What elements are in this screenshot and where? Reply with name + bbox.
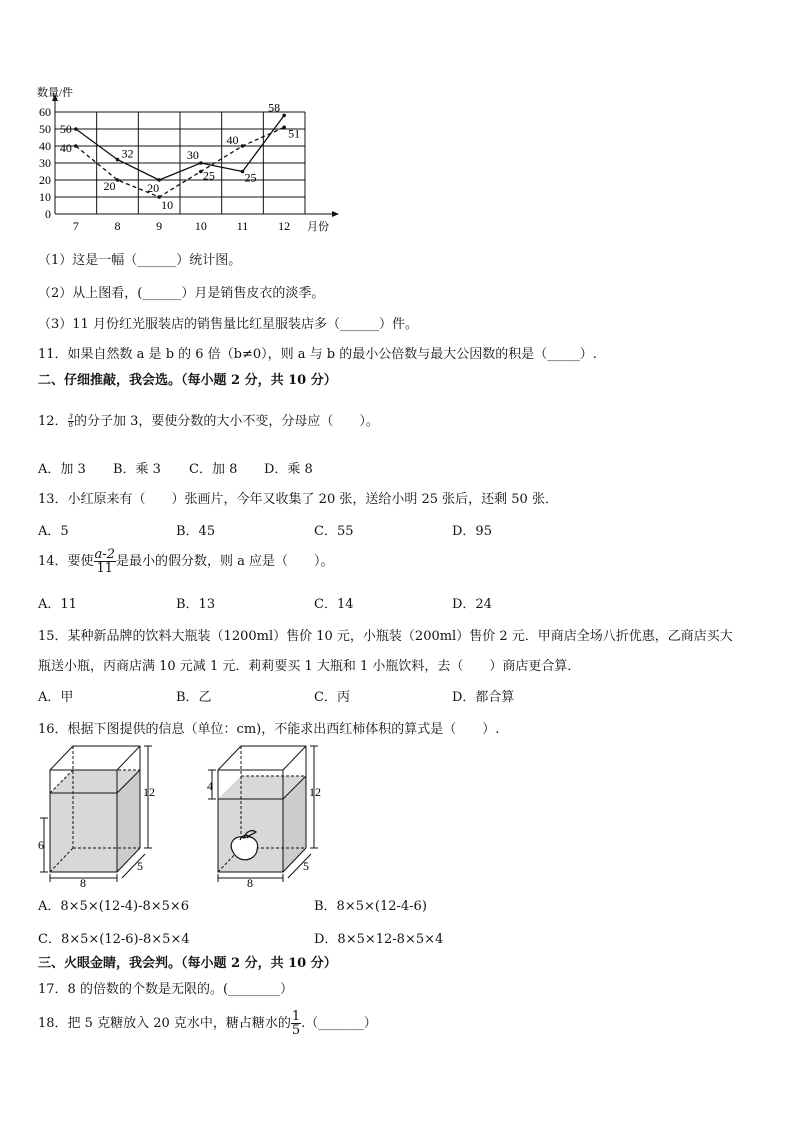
chart-point-solid (74, 127, 78, 131)
chart-data-label-dashed: 51 (288, 126, 301, 141)
q15-line1: 15．某种新品牌的饮料大瓶装（1200ml）售价 10 元，小瓶装（200ml）售价 2 元．甲商店全场八折优惠，乙商店买大 (38, 629, 733, 644)
chart-labels (37, 85, 329, 233)
section-2-heading: 二、仔细推敲，我会选。（每小题 2 分，共 10 分） (38, 373, 337, 388)
figure-2-height-label: 12 (309, 785, 321, 799)
section-3-heading: 三、火眼金睛，我会判。（每小题 2 分，共 10 分） (38, 956, 337, 971)
q18-frac-num: 1 (291, 1009, 301, 1024)
q13-text: 13．小红原来有（ ）张画片，今年又收集了 20 张，送给小明 25 张后，还剩 50 张． (38, 492, 558, 507)
q16-figures (0, 738, 794, 890)
q12-option-b[interactable]: B．乘 3 (113, 462, 161, 477)
chart-y-tick-label: 20 (39, 173, 51, 187)
chart-point-dashed (116, 178, 120, 182)
q18-frac-den: 5 (291, 1023, 301, 1038)
q12-option-c[interactable]: C．加 8 (189, 462, 238, 477)
q15-option-b[interactable]: B．乙 (176, 690, 212, 705)
q14-pre: 14．要使 (38, 554, 94, 569)
q12-frac-den: 8 (68, 421, 74, 429)
chart-y-tick-label: 30 (39, 156, 51, 170)
chart-x-axis-arrow (332, 211, 339, 217)
chart-data-label-solid: 32 (121, 146, 134, 161)
q18-fraction (291, 1010, 301, 1037)
q18-post: .（_______） (301, 1016, 377, 1031)
q15-line2: 瓶送小瓶，丙商店满 10 元减 1 元．莉莉要买 1 大瓶和 1 小瓶饮料，去（ ）商店更合算． (38, 659, 581, 674)
chart-data-label-solid: 25 (244, 170, 257, 185)
q17-text: 17．8 的倍数的个数是无限的。(________） (38, 982, 294, 997)
chart-data-label-dashed: 20 (103, 179, 116, 193)
chart-data-label-solid: 50 (59, 122, 72, 136)
chart-x-tick-label: 10 (194, 219, 207, 233)
chart-y-axis-label: 数量/件 (37, 87, 74, 99)
chart-y-tick-label: 0 (45, 207, 51, 221)
q10-sub2: （2）从上图看，(______）月是销售皮衣的淡季。 (38, 286, 325, 301)
q12-option-a[interactable]: A．加 3 (38, 462, 86, 477)
chart-x-tick-label: 8 (114, 219, 121, 233)
chart-point-solid (199, 161, 203, 165)
q14-option-c[interactable]: C．14 (314, 597, 354, 612)
q10-sub1: （1）这是一幅（______）统计图。 (38, 253, 242, 268)
q18-stem (38, 1010, 377, 1037)
q12-frac-num: 3 (68, 413, 74, 421)
q14-option-d[interactable]: D．24 (452, 597, 492, 612)
q14-stem (38, 548, 333, 575)
figure-1-height-label: 12 (143, 785, 155, 799)
chart-y-tick-label: 50 (39, 122, 51, 136)
chart-data-label-solid: 30 (186, 148, 199, 162)
figure-1-box (40, 746, 152, 882)
chart-point-dashed (241, 144, 245, 148)
q14-option-b[interactable]: B．13 (176, 597, 216, 612)
chart-point-solid (282, 114, 286, 118)
q14-frac-den: 11 (96, 561, 114, 576)
q13-option-c[interactable]: C．55 (314, 524, 354, 539)
chart-point-solid (116, 158, 120, 162)
q14-fraction (94, 548, 116, 575)
figure-2-depth-label: 5 (303, 859, 309, 873)
chart-x-tick-label: 9 (156, 219, 163, 233)
figure-1-water-front (50, 793, 117, 872)
q13-option-a[interactable]: A．5 (38, 524, 69, 539)
chart-y-tick-label: 40 (39, 139, 51, 153)
chart-data-label-dashed: 40 (226, 133, 239, 147)
chart-x-tick-label: 12 (278, 219, 291, 233)
q12-text: 的分子加 3，要使分数的大小不变，分母应（ ）。 (74, 414, 379, 429)
chart-data-label-solid: 58 (268, 100, 281, 115)
figure-1-depth-label: 5 (137, 859, 143, 873)
q12-stem (38, 410, 379, 429)
chart-data-label-dashed: 40 (59, 141, 72, 155)
chart-y-tick-label: 60 (39, 105, 51, 119)
q12-option-d[interactable]: D．乘 8 (264, 462, 313, 477)
chart-point-dashed (74, 144, 78, 148)
q12-number: 12． (38, 414, 68, 429)
q16-option-b[interactable]: B．8×5×(12-4-6) (314, 899, 427, 914)
chart-data-label-dashed: 10 (161, 198, 174, 212)
q15-option-a[interactable]: A．甲 (38, 690, 74, 705)
q16-option-c[interactable]: C．8×5×(12-6)-8×5×4 (38, 932, 190, 947)
q13-option-d[interactable]: D．95 (452, 524, 492, 539)
chart-data-label-solid: 20 (147, 181, 160, 195)
figure-1-width-label: 8 (80, 876, 86, 890)
q14-post: 是最小的假分数，则 a 应是（ ）。 (115, 554, 334, 569)
q16-text: 16．根据下图提供的信息（单位：cm)，不能求出西红柿体积的算式是（ ）. (38, 722, 500, 737)
q16-option-d[interactable]: D．8×5×12-8×5×4 (314, 932, 444, 947)
chart-grid (55, 112, 305, 214)
q10-sub3: （3）11 月份红光服装店的销售量比红星服装店多（______）件。 (38, 317, 418, 332)
q14-option-a[interactable]: A．11 (38, 597, 77, 612)
figure-2-top-label: 4 (207, 779, 213, 793)
q14-frac-num: a-2 (94, 547, 115, 562)
q11-text: 11．如果自然数 a 是 b 的 6 倍（b≠0），则 a 与 b 的最小公倍数与最大公因数的积是（_____）. (38, 347, 597, 362)
figure-2-width-label: 8 (247, 876, 253, 890)
q15-option-d[interactable]: D．都合算 (452, 690, 515, 705)
chart-x-tick-label: 11 (236, 219, 249, 233)
figure-2-box (208, 746, 318, 882)
q15-option-c[interactable]: C．丙 (314, 690, 350, 705)
figure-1-water-label: 6 (38, 838, 44, 852)
chart-x-axis-label: 月份 (307, 221, 329, 233)
chart-point-dashed (282, 126, 286, 130)
chart-data-label-dashed: 25 (202, 168, 215, 183)
sales-line-chart (0, 0, 794, 240)
q16-option-a[interactable]: A．8×5×(12-4)-8×5×6 (38, 899, 190, 914)
q18-pre: 18．把 5 克糖放入 20 克水中，糖占糖水的 (38, 1016, 291, 1031)
chart-x-tick-label: 7 (72, 219, 79, 233)
q13-option-b[interactable]: B．45 (176, 524, 216, 539)
chart-y-tick-label: 10 (39, 190, 51, 204)
